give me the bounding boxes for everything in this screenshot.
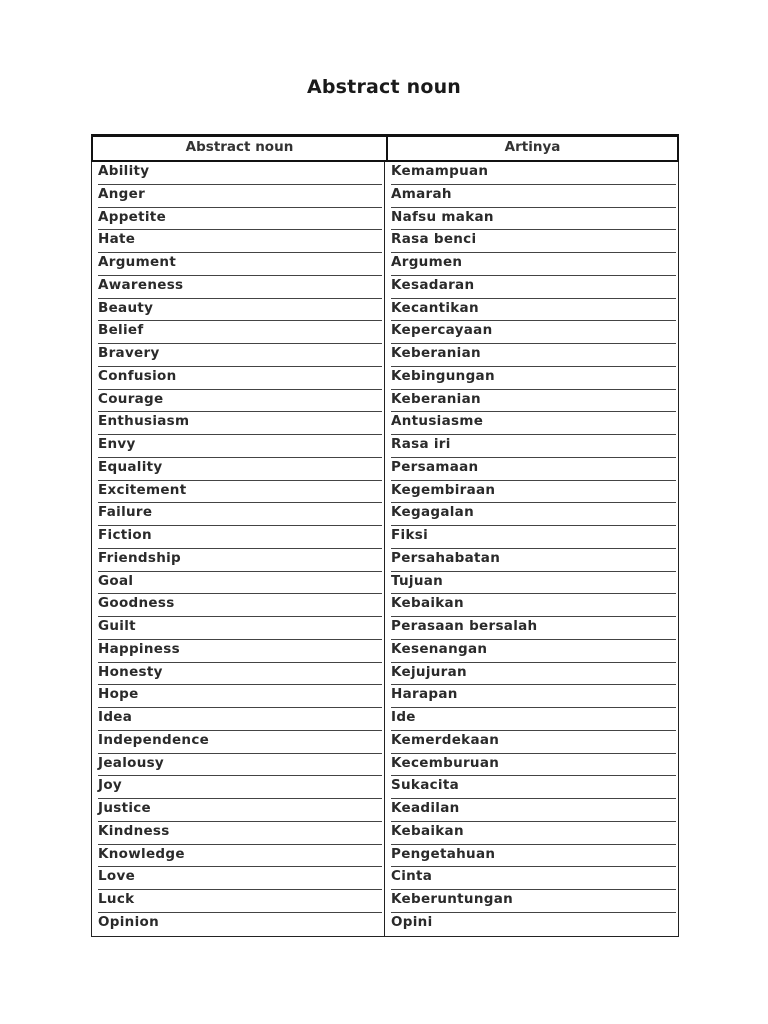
artinya-cell <box>385 458 678 481</box>
table-row <box>92 708 678 731</box>
table-row <box>92 481 678 504</box>
abstract-noun-cell <box>92 617 385 640</box>
artinya-text: Amarah <box>391 185 452 202</box>
table-row <box>92 458 678 481</box>
table-body <box>92 162 678 936</box>
artinya-cell <box>385 867 678 890</box>
table-row <box>92 162 678 185</box>
artinya-text: Nafsu makan <box>391 208 494 225</box>
table-row <box>92 321 678 344</box>
table-row <box>92 663 678 686</box>
table-row <box>92 390 678 413</box>
artinya-text: Kebingungan <box>391 367 495 384</box>
table-row <box>92 412 678 435</box>
abstract-noun-text: Opinion <box>98 913 159 930</box>
table-row <box>92 845 678 868</box>
artinya-cell <box>385 344 678 367</box>
abstract-noun-cell <box>92 367 385 390</box>
abstract-noun-cell <box>92 867 385 890</box>
page-title: Abstract noun <box>306 76 462 98</box>
artinya-text: Kemerdekaan <box>391 731 500 748</box>
artinya-text: Persamaan <box>391 458 479 475</box>
abstract-noun-text: Justice <box>98 800 152 816</box>
artinya-cell <box>385 162 678 185</box>
artinya-text: Kecemburuan <box>391 754 500 771</box>
abstract-noun-text: Belief <box>98 322 144 339</box>
table-row <box>92 822 678 845</box>
artinya-text: Fiksi <box>391 527 428 543</box>
abstract-noun-text: Friendship <box>98 549 182 566</box>
abstract-noun-text: Confusion <box>98 367 177 384</box>
artinya-cell <box>385 663 678 686</box>
abstract-noun-text: Courage <box>98 390 164 407</box>
artinya-cell <box>385 913 678 936</box>
artinya-text: Kebaikan <box>391 595 464 612</box>
artinya-cell <box>385 208 678 231</box>
table-row <box>92 913 678 936</box>
abstract-noun-text: Goal <box>98 572 134 589</box>
artinya-text: Harapan <box>391 686 458 703</box>
artinya-text: Keadilan <box>391 800 460 816</box>
table-row <box>92 367 678 390</box>
artinya-cell <box>385 890 678 913</box>
artinya-text: Argumen <box>391 254 463 270</box>
artinya-cell <box>385 754 678 777</box>
table-row <box>92 276 678 299</box>
artinya-cell <box>385 481 678 504</box>
abstract-noun-cell <box>92 412 385 435</box>
abstract-noun-text: Love <box>98 868 136 885</box>
artinya-cell <box>385 572 678 595</box>
artinya-cell <box>385 799 678 822</box>
abstract-noun-cell <box>92 481 385 504</box>
abstract-noun-text: Equality <box>98 458 163 475</box>
abstract-noun-cell <box>92 913 385 936</box>
abstract-noun-cell <box>92 299 385 322</box>
abstract-noun-text: Hope <box>98 686 139 703</box>
table-row <box>92 208 678 231</box>
artinya-text: Keberanian <box>391 345 481 361</box>
artinya-text: Pengetahuan <box>391 845 496 862</box>
artinya-cell <box>385 412 678 435</box>
artinya-cell <box>385 776 678 799</box>
abstract-noun-cell <box>92 640 385 663</box>
table-row <box>92 731 678 754</box>
artinya-cell <box>385 526 678 549</box>
artinya-cell <box>385 299 678 322</box>
abstract-noun-cell <box>92 731 385 754</box>
table-row <box>92 185 678 208</box>
abstract-noun-cell <box>92 276 385 299</box>
table-row <box>92 230 678 253</box>
abstract-noun-cell <box>92 754 385 777</box>
artinya-cell <box>385 230 678 253</box>
table-row <box>92 344 678 367</box>
abstract-noun-cell <box>92 663 385 686</box>
abstract-noun-cell <box>92 344 385 367</box>
abstract-noun-cell <box>92 708 385 731</box>
table-row <box>92 890 678 913</box>
table-row <box>92 776 678 799</box>
table-row <box>92 526 678 549</box>
abstract-noun-text: Goodness <box>98 595 175 612</box>
abstract-noun-text: Idea <box>98 709 133 725</box>
artinya-text: Cinta <box>391 868 433 885</box>
abstract-noun-cell <box>92 799 385 822</box>
table-row <box>92 867 678 890</box>
abstract-noun-text: Anger <box>98 185 146 202</box>
abstract-noun-cell <box>92 845 385 868</box>
table-row <box>92 754 678 777</box>
abstract-noun-text: Awareness <box>98 276 184 293</box>
artinya-text: Tujuan <box>391 572 444 589</box>
abstract-noun-cell <box>92 503 385 526</box>
table-row <box>92 594 678 617</box>
abstract-noun-text: Independence <box>98 731 210 748</box>
table-row <box>92 685 678 708</box>
artinya-cell <box>385 708 678 731</box>
artinya-text: Kesenangan <box>391 640 488 657</box>
abstract-noun-cell <box>92 594 385 617</box>
table-row <box>92 503 678 526</box>
artinya-cell <box>385 594 678 617</box>
table-row <box>92 640 678 663</box>
artinya-cell <box>385 367 678 390</box>
abstract-noun-text: Knowledge <box>98 845 185 862</box>
abstract-noun-text: Honesty <box>98 663 163 680</box>
artinya-cell <box>385 503 678 526</box>
abstract-noun-cell <box>92 253 385 276</box>
abstract-noun-text: Hate <box>98 231 136 248</box>
abstract-noun-text: Argument <box>98 254 177 270</box>
artinya-cell <box>385 321 678 344</box>
artinya-text: Kepercayaan <box>391 322 493 339</box>
abstract-noun-cell <box>92 185 385 208</box>
artinya-cell <box>385 845 678 868</box>
artinya-cell <box>385 640 678 663</box>
artinya-cell <box>385 685 678 708</box>
abstract-noun-text: Luck <box>98 891 135 907</box>
artinya-text: Kejujuran <box>391 663 467 680</box>
abstract-noun-cell <box>92 685 385 708</box>
header-artinya: Artinya <box>504 139 561 155</box>
abstract-noun-cell <box>92 458 385 481</box>
artinya-text: Opini <box>391 913 433 930</box>
artinya-cell <box>385 185 678 208</box>
artinya-text: Sukacita <box>391 777 460 794</box>
table-row <box>92 617 678 640</box>
artinya-text: Antusiasme <box>391 413 484 430</box>
artinya-text: Rasa iri <box>391 436 451 452</box>
abstract-noun-cell <box>92 890 385 913</box>
abstract-noun-cell <box>92 162 385 185</box>
artinya-text: Kecantikan <box>391 299 479 316</box>
artinya-text: Kesadaran <box>391 276 475 293</box>
abstract-noun-cell <box>92 572 385 595</box>
abstract-noun-text: Guilt <box>98 618 136 634</box>
artinya-cell <box>385 390 678 413</box>
header-abstract-noun: Abstract noun <box>93 137 388 160</box>
artinya-text: Persahabatan <box>391 549 501 566</box>
artinya-text: Perasaan bersalah <box>391 618 538 634</box>
artinya-text: Keberuntungan <box>391 891 514 907</box>
abstract-noun-text: Excitement <box>98 481 187 498</box>
vocabulary-table <box>91 134 679 937</box>
artinya-cell <box>385 617 678 640</box>
artinya-cell <box>385 731 678 754</box>
artinya-text: Rasa benci <box>391 231 477 248</box>
artinya-text: Kegembiraan <box>391 481 496 498</box>
abstract-noun-text: Envy <box>98 436 136 452</box>
abstract-noun-cell <box>92 208 385 231</box>
artinya-cell <box>385 276 678 299</box>
table-row <box>92 299 678 322</box>
abstract-noun-text: Bravery <box>98 345 160 361</box>
artinya-cell <box>385 822 678 845</box>
abstract-noun-cell <box>92 526 385 549</box>
abstract-noun-cell <box>92 776 385 799</box>
artinya-text: Ide <box>391 709 416 725</box>
artinya-cell <box>385 253 678 276</box>
abstract-noun-text: Happiness <box>98 640 180 657</box>
abstract-noun-cell <box>92 822 385 845</box>
abstract-noun-cell <box>92 549 385 572</box>
abstract-noun-cell <box>92 390 385 413</box>
abstract-noun-text: Appetite <box>98 208 167 225</box>
table-row <box>92 549 678 572</box>
abstract-noun-text: Beauty <box>98 299 154 316</box>
abstract-noun-text: Enthusiasm <box>98 413 190 430</box>
artinya-text: Kebaikan <box>391 822 464 839</box>
abstract-noun-text: Failure <box>98 504 153 521</box>
abstract-noun-text: Joy <box>98 777 122 794</box>
abstract-noun-text: Kindness <box>98 822 170 839</box>
artinya-cell <box>385 435 678 458</box>
abstract-noun-text: Ability <box>98 163 150 179</box>
abstract-noun-cell <box>92 321 385 344</box>
abstract-noun-cell <box>92 435 385 458</box>
artinya-text: Kegagalan <box>391 504 474 521</box>
table-row <box>92 799 678 822</box>
abstract-noun-text: Jealousy <box>98 754 165 771</box>
abstract-noun-cell <box>92 230 385 253</box>
table-header <box>91 137 679 162</box>
table-row <box>92 253 678 276</box>
artinya-cell <box>385 549 678 572</box>
abstract-noun-text: Fiction <box>98 527 152 543</box>
artinya-text: Keberanian <box>391 390 481 407</box>
table-row <box>92 435 678 458</box>
artinya-text: Kemampuan <box>391 163 489 179</box>
table-row <box>92 572 678 595</box>
